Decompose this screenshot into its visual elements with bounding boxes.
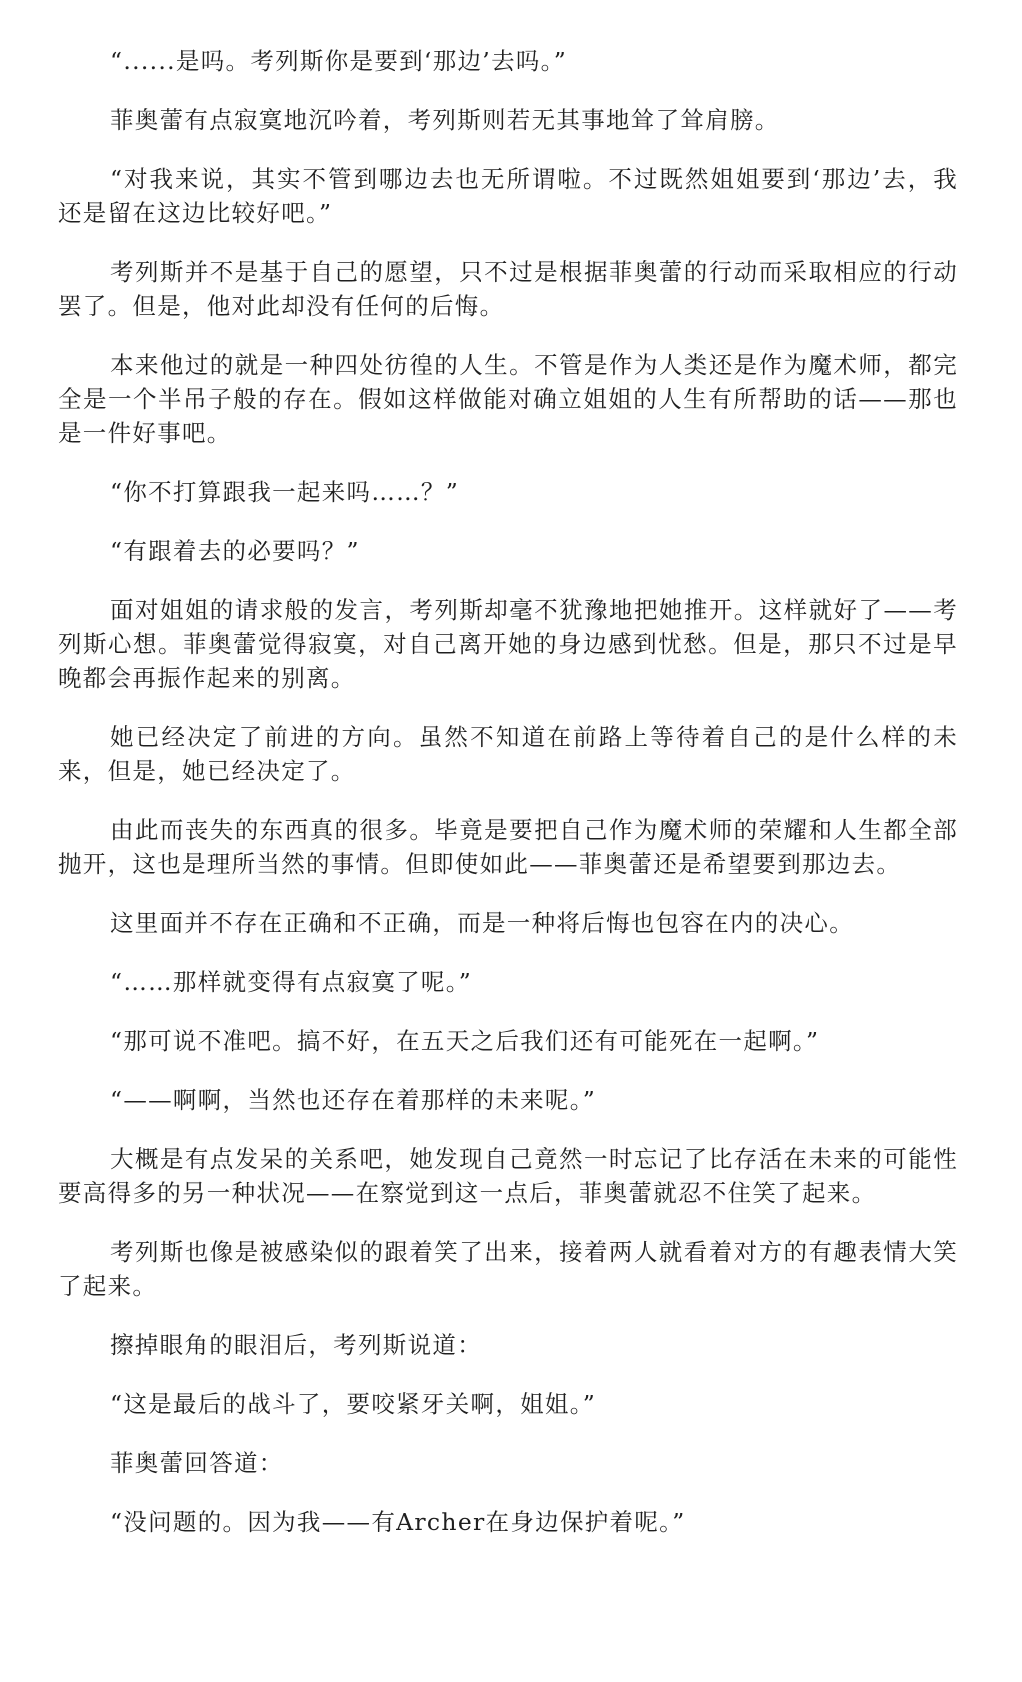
paragraph: 面对姐姐的请求般的发言，考列斯却毫不犹豫地把她推开。这样就好了——考列斯心想。菲奥蕾觉得寂寞，对自己离开她的身边感到忧愁。但是，那只不过是早晚都会再振作起来的别离。 xyxy=(58,596,958,692)
paragraph: “你不打算跟我一起来吗……？” xyxy=(110,478,460,506)
paragraph: 本来他过的就是一种四处彷徨的人生。不管是作为人类还是作为魔术师，都完全是一个半吊子般的存在。假如这样做能对确立姐姐的人生有所帮助的话——那也是一件好事吧。 xyxy=(58,351,958,447)
paragraph: 擦掉眼角的眼泪后，考列斯说道： xyxy=(110,1331,482,1359)
paragraph: 这里面并不存在正确和不正确，而是一种将后悔也包容在内的决心。 xyxy=(110,909,854,937)
paragraph: “没问题的。因为我——有Archer在身边保护着呢。” xyxy=(110,1508,686,1536)
paragraph: “这是最后的战斗了，要咬紧牙关啊，姐姐。” xyxy=(110,1390,597,1418)
paragraph: “有跟着去的必要吗？” xyxy=(110,537,360,565)
paragraph: “那可说不准吧。搞不好，在五天之后我们还有可能死在一起啊。” xyxy=(110,1027,820,1055)
paragraph: 她已经决定了前进的方向。虽然不知道在前路上等待着自己的是什么样的未来，但是，她已经决定了。 xyxy=(58,723,958,785)
text-body xyxy=(58,44,958,1564)
paragraph: 考列斯并不是基于自己的愿望，只不过是根据菲奥蕾的行动而采取相应的行动罢了。但是，他对此却没有任何的后悔。 xyxy=(58,258,958,320)
paragraph: 菲奥蕾有点寂寞地沉吟着，考列斯则若无其事地耸了耸肩膀。 xyxy=(110,106,780,134)
paragraph: 考列斯也像是被感染似的跟着笑了出来，接着两人就看着对方的有趣表情大笑了起来。 xyxy=(58,1238,958,1300)
paragraph: “……那样就变得有点寂寞了呢。” xyxy=(110,968,473,996)
paragraph: “对我来说，其实不管到哪边去也无所谓啦。不过既然姐姐要到‘那边’去，我还是留在这边比较好吧。” xyxy=(58,165,958,227)
paragraph: 菲奥蕾回答道： xyxy=(110,1449,284,1477)
paragraph: “——啊啊，当然也还存在着那样的未来呢。” xyxy=(110,1086,597,1114)
paragraph: “......是吗。考列斯你是要到‘那边’去吗。” xyxy=(110,47,568,75)
paragraph: 大概是有点发呆的关系吧，她发现自己竟然一时忘记了比存活在未来的可能性要高得多的另一种状况——在察觉到这一点后，菲奥蕾就忍不住笑了起来。 xyxy=(58,1145,958,1207)
paragraph: 由此而丧失的东西真的很多。毕竟是要把自己作为魔术师的荣耀和人生都全部抛开，这也是理所当然的事情。但即使如此——菲奥蕾还是希望要到那边去。 xyxy=(58,816,958,878)
